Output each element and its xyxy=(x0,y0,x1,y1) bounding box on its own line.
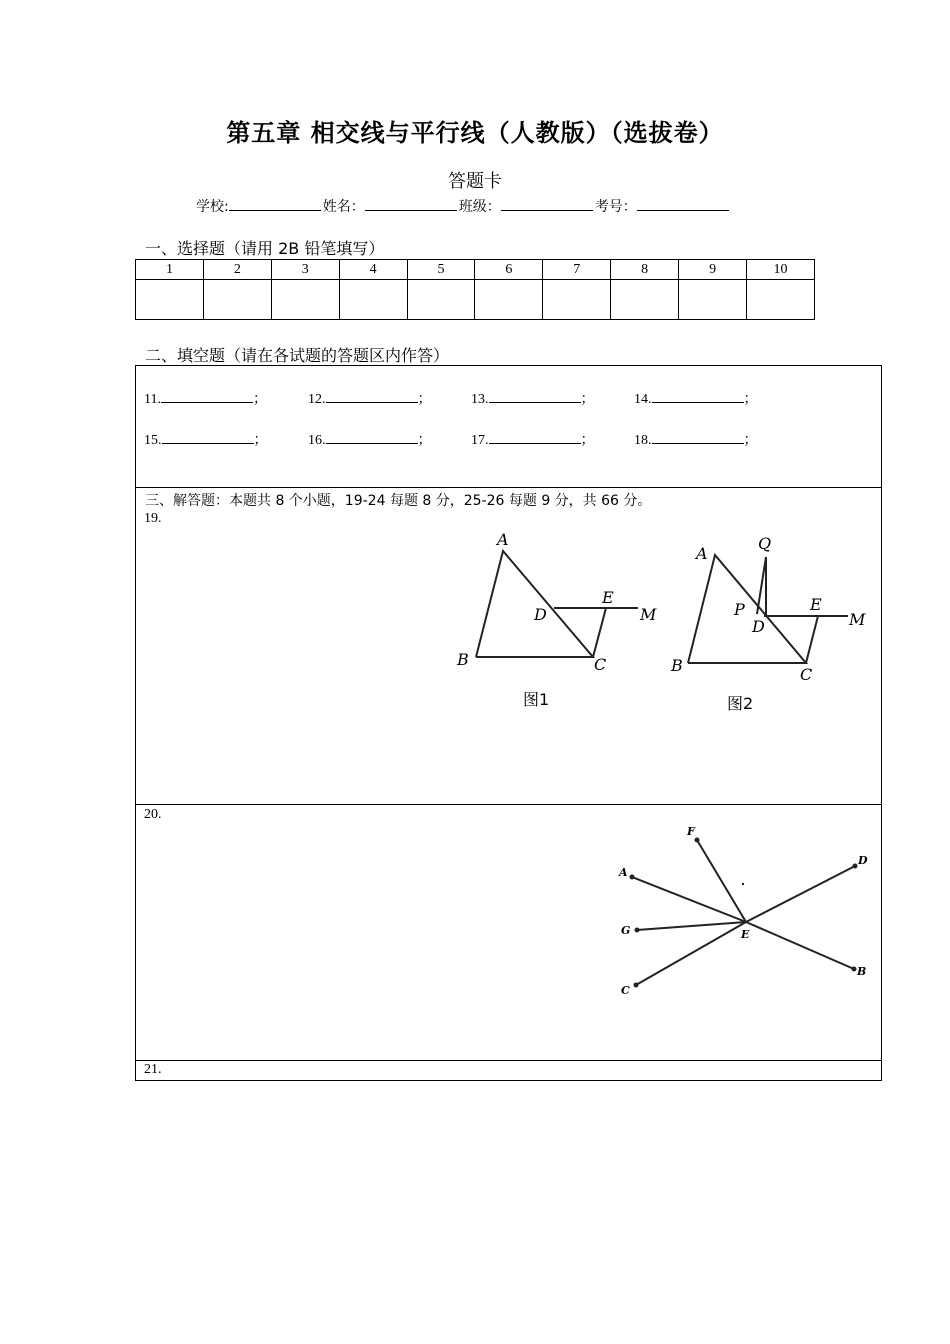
fill-separator: ； xyxy=(743,433,758,448)
fig1-label-d: D xyxy=(534,605,547,624)
student-info-row xyxy=(196,196,731,216)
fill-item-11[interactable] xyxy=(144,388,267,408)
fill-blank[interactable] xyxy=(489,431,581,444)
fill-item-13[interactable] xyxy=(471,388,595,408)
dot-mark xyxy=(742,883,744,885)
triangle-abc-2 xyxy=(688,555,806,663)
fig3-label-a: A xyxy=(619,866,628,879)
fig3-label-g: G xyxy=(621,924,631,937)
fig2-label-q: Q xyxy=(758,534,772,553)
figure-2 xyxy=(688,555,848,663)
mc-answer-cell[interactable] xyxy=(747,280,815,320)
exam-no-label: 考号： xyxy=(594,199,637,215)
mc-number: 3 xyxy=(271,260,339,280)
fill-separator: ； xyxy=(743,392,758,407)
segment-pq xyxy=(757,557,766,614)
fig1-label-m: M xyxy=(640,605,657,624)
ray-ef xyxy=(697,840,746,922)
fill-separator: ； xyxy=(253,433,268,448)
fill-number: 12. xyxy=(308,392,326,407)
mc-answer-cell[interactable] xyxy=(543,280,611,320)
point-d xyxy=(853,864,858,869)
mc-number: 6 xyxy=(475,260,543,280)
fill-separator: ； xyxy=(417,433,432,448)
fill-blank[interactable] xyxy=(652,390,744,403)
fill-separator: ； xyxy=(580,392,595,407)
fill-number: 15. xyxy=(144,433,162,448)
q19-number: 19. xyxy=(144,511,162,526)
fill-number: 16. xyxy=(308,433,326,448)
ray-eb xyxy=(746,922,854,969)
fill-blank[interactable] xyxy=(652,431,744,444)
fill-blank[interactable] xyxy=(161,390,253,403)
name-label: 姓名： xyxy=(322,199,365,215)
exam-no-blank[interactable] xyxy=(637,198,729,211)
q19-figures xyxy=(440,525,880,725)
fig2-label-a: A xyxy=(696,544,708,563)
fig1-caption: 图1 xyxy=(523,690,550,709)
fig2-label-m: M xyxy=(849,610,866,629)
fill-blank[interactable] xyxy=(326,390,418,403)
section3-heading: 三、解答题：本题共 8 个小题，19-24 每题 8 分，25-26 每题 9 分，共 66 分。 xyxy=(145,493,652,509)
fill-blank[interactable] xyxy=(489,390,581,403)
fill-blank[interactable] xyxy=(326,431,418,444)
fill-item-16[interactable] xyxy=(308,429,432,449)
point-a xyxy=(630,875,635,880)
ray-ea xyxy=(632,877,746,922)
fill-blank[interactable] xyxy=(162,431,254,444)
fill-in-box xyxy=(135,365,882,488)
segment-ec-2 xyxy=(806,616,818,663)
ray-ed xyxy=(746,866,855,922)
class-label: 班级： xyxy=(458,199,501,215)
ray-eg xyxy=(637,922,746,930)
fig3-label-f: F xyxy=(687,825,695,838)
q20-number: 20. xyxy=(144,807,162,822)
q20-figure xyxy=(610,820,880,1010)
mc-number: 9 xyxy=(679,260,747,280)
mc-answer-cell[interactable] xyxy=(679,280,747,320)
fill-item-15[interactable] xyxy=(144,429,268,449)
fig3-label-b: B xyxy=(857,965,867,978)
mc-answer-cell[interactable] xyxy=(203,280,271,320)
fill-number: 17. xyxy=(471,433,489,448)
fill-item-17[interactable] xyxy=(471,429,595,449)
ray-ec xyxy=(636,922,746,985)
fill-separator: ； xyxy=(252,392,267,407)
section1-heading: 一、选择题（请用 2B 铅笔填写） xyxy=(145,239,385,258)
school-blank[interactable] xyxy=(229,198,321,211)
fill-separator: ； xyxy=(417,392,432,407)
fill-separator: ； xyxy=(580,433,595,448)
fig3-label-c: C xyxy=(621,984,630,997)
fig2-label-e: E xyxy=(810,595,822,614)
mc-number: 1 xyxy=(136,260,204,280)
fig2-label-b: B xyxy=(671,656,683,675)
multiple-choice-table xyxy=(135,259,815,320)
fill-item-14[interactable] xyxy=(634,388,758,408)
mc-number: 5 xyxy=(407,260,475,280)
triangle-abc xyxy=(476,551,593,657)
mc-answer-cell[interactable] xyxy=(611,280,679,320)
fill-item-12[interactable] xyxy=(308,388,432,408)
fig1-label-b: B xyxy=(457,650,469,669)
fig1-label-e: E xyxy=(602,588,614,607)
q21-answer-box[interactable] xyxy=(135,1060,882,1081)
fig1-label-c: C xyxy=(594,655,607,674)
mc-answer-cell[interactable] xyxy=(407,280,475,320)
mc-number: 7 xyxy=(543,260,611,280)
mc-answer-cell[interactable] xyxy=(339,280,407,320)
mc-answer-cell[interactable] xyxy=(271,280,339,320)
fig3-label-d: D xyxy=(858,854,868,867)
point-g xyxy=(635,928,640,933)
fig3-label-e: E xyxy=(741,928,750,941)
mc-answer-row xyxy=(136,280,815,320)
mc-header-row xyxy=(136,260,815,280)
fig2-label-p: P xyxy=(734,600,745,619)
fill-number: 11. xyxy=(144,392,161,407)
mc-number: 2 xyxy=(203,260,271,280)
mc-number: 10 xyxy=(747,260,815,280)
mc-number: 8 xyxy=(611,260,679,280)
name-blank[interactable] xyxy=(365,198,457,211)
fill-number: 18. xyxy=(634,433,652,448)
page-title: 第五章 相交线与平行线（人教版）（选拔卷） xyxy=(226,119,724,147)
fill-number: 13. xyxy=(471,392,489,407)
mc-answer-cell[interactable] xyxy=(475,280,543,320)
mc-number: 4 xyxy=(339,260,407,280)
fig2-caption: 图2 xyxy=(727,694,754,713)
fill-number: 14. xyxy=(634,392,652,407)
figure-1 xyxy=(476,551,638,657)
point-b xyxy=(852,967,857,972)
mc-answer-cell[interactable] xyxy=(136,280,204,320)
segment-ec xyxy=(593,608,606,657)
class-blank[interactable] xyxy=(501,198,593,211)
point-c xyxy=(634,983,639,988)
fig1-label-a: A xyxy=(497,530,509,549)
answer-card-subtitle: 答题卡 xyxy=(448,171,502,192)
fill-item-18[interactable] xyxy=(634,429,758,449)
fig2-label-c: C xyxy=(800,665,813,684)
section2-heading: 二、填空题（请在各试题的答题区内作答） xyxy=(145,346,450,365)
point-f xyxy=(695,838,700,843)
fig2-label-d: D xyxy=(752,617,765,636)
q21-number: 21. xyxy=(144,1062,162,1077)
school-label: 学校: xyxy=(196,199,229,215)
